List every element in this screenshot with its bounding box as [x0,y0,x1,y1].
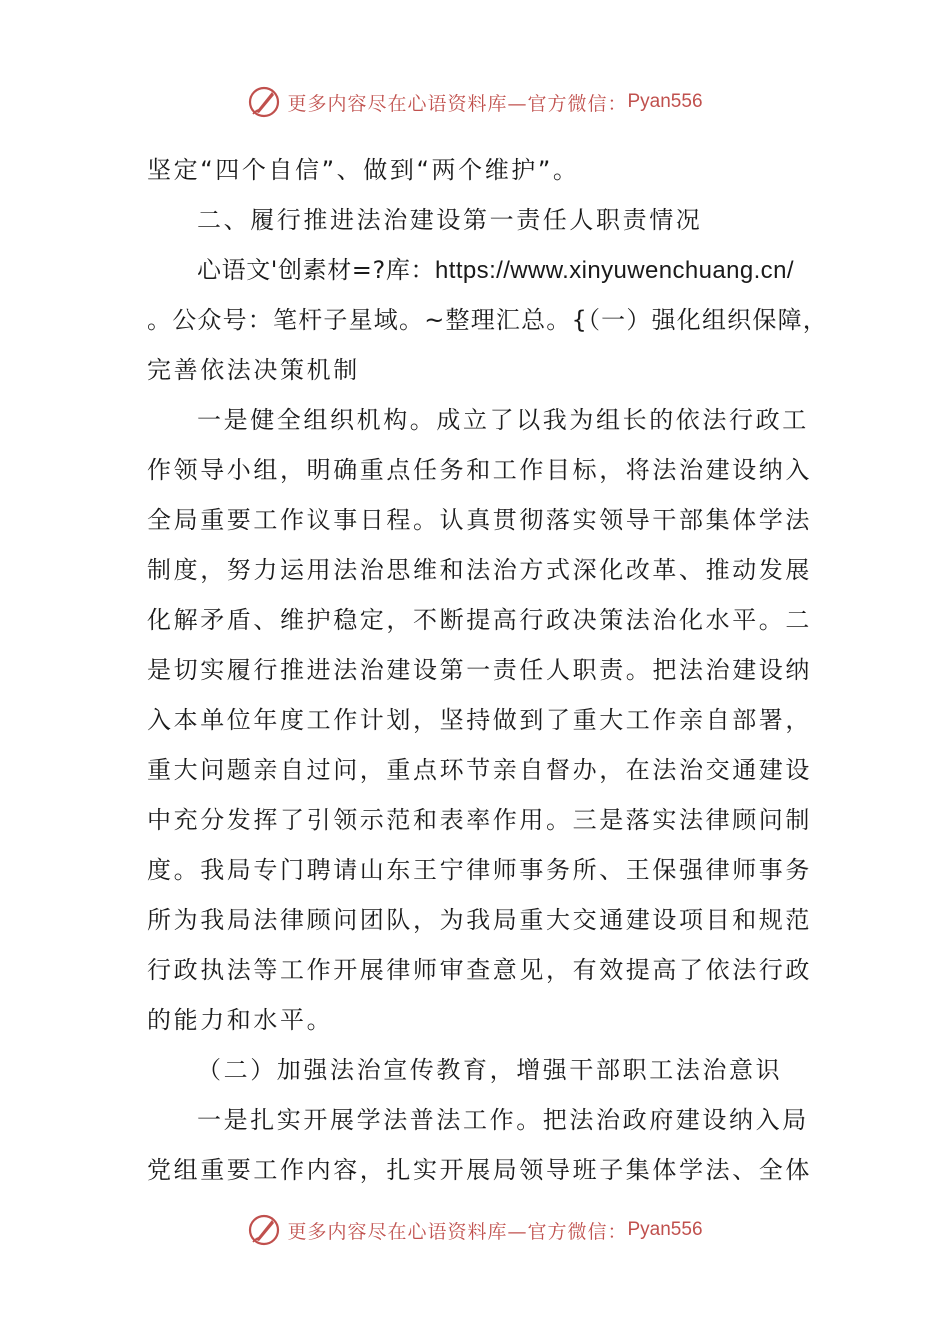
body-line [147,245,807,295]
body-line: 坚定“四个自信”、做到“两个维护”。 [147,156,580,184]
body-line: 全局重要工作议事日程。认真贯彻落实领导干部集体学法 [147,506,812,534]
footer-watermark-text: 更多内容尽在心语资料库—官方微信： [287,1220,628,1243]
header-watermark [0,82,950,122]
footer-watermark [0,1210,950,1250]
body-line: 的能力和水平。 [147,1006,334,1034]
body-line: 化解矛盾、维护稳定，不断提高行政决策法治化水平。二 [147,606,812,634]
body-line: 行政执法等工作开展律师审查意见，有效提高了依法行政 [147,956,812,984]
body-line: 制度，努力运用法治思维和法治方式深化改革、推动发展 [147,556,812,584]
body-line: 作领导小组，明确重点任务和工作目标，将法治建设纳入 [147,456,812,484]
body-line: 党组重要工作内容，扎实开展局领导班子集体学法、全体 [147,1156,812,1184]
body-line: 所为我局法律顾问团队，为我局重大交通建设项目和规范 [147,906,812,934]
section-heading: （二）加强法治宣传教育，增强干部职工法治意识 [197,1056,783,1084]
header-watermark-text: 更多内容尽在心语资料库—官方微信： [287,92,628,115]
source-note: 心语文'创素材=?库： [197,256,436,284]
footer-watermark-id: Pyan556 [627,1219,703,1240]
source-url: https://www.xinyuwenchuang.cn/ [435,257,794,284]
body-line: 度。我局专门聘请山东王宁律师事务所、王保强律师事务 [147,856,812,884]
body-line: 完善依法决策机制 [147,356,360,384]
quill-pen-icon [247,85,281,119]
body-line: 一是扎实开展学法普法工作。把法治政府建设纳入局 [197,1106,809,1134]
header-watermark-id: Pyan556 [627,91,703,112]
section-heading: 二、履行推进法治建设第一责任人职责情况 [197,206,703,234]
body-line: 一是健全组织机构。成立了以我为组长的依法行政工 [197,406,809,434]
body-line: 中充分发挥了引领示范和表率作用。三是落实法律顾问制 [147,806,812,834]
body-line: 入本单位年度工作计划，坚持做到了重大工作亲自部署， [147,706,812,734]
body-line: 重大问题亲自过问，重点环节亲自督办，在法治交通建设 [147,756,812,784]
document-body [147,145,828,1195]
body-line: 。公众号：笔杆子星域。~整理汇总。{（一）强化组织保障， [147,306,828,334]
body-line: 是切实履行推进法治建设第一责任人职责。把法治建设纳 [147,656,812,684]
quill-pen-icon [247,1213,281,1247]
